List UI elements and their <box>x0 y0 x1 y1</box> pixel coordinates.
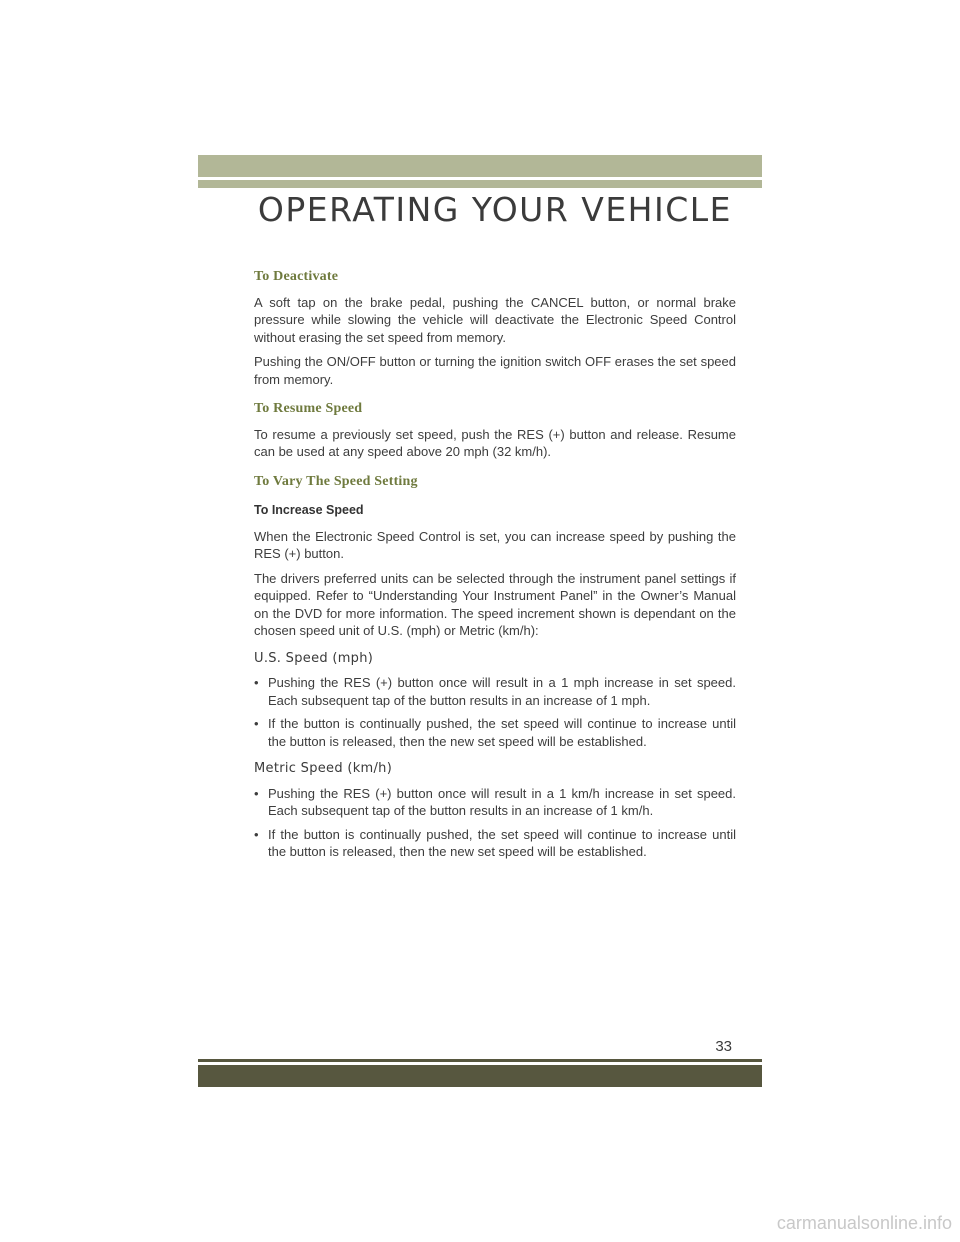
heading-to-deactivate: To Deactivate <box>254 269 339 284</box>
heading-metric-speed: Metric Speed (km/h) <box>254 761 393 776</box>
list-item-text: If the button is continually pushed, the set speed will continue to increase until the button is released, then the new set speed will be established. <box>268 716 736 749</box>
paragraph: The drivers preferred units can be selected through the instrument panel settings if equipped. Refer to “Understanding Your Instrument Panel” in the Owner’s Manual on the DVD for more information. The speed increment shown is dependant on the chosen speed unit of U.S. (mph) or Metric (km/h): <box>254 570 736 638</box>
list-item-text: Pushing the RES (+) button once will result in a 1 km/h increase in set speed. Each subsequent tap of the button results in an increase of 1 km/h. <box>268 785 736 818</box>
list-item <box>254 785 736 820</box>
bullet-icon: • <box>254 785 259 801</box>
list-item-text: Pushing the RES (+) button once will result in a 1 mph increase in set speed. Each subsequent tap of the button results in an increase of 1 mph. <box>268 675 736 708</box>
bullet-icon: • <box>254 716 259 731</box>
paragraph: To resume a previously set speed, push the RES (+) button and release. Resume can be used at any speed above 20 mph (32 km/h). <box>254 426 736 459</box>
paragraph: Pushing the ON/OFF button or turning the ignition switch OFF erases the set speed from memory. <box>254 354 736 387</box>
bullet-icon: • <box>254 826 259 842</box>
heading-to-vary-speed: To Vary The Speed Setting <box>254 473 418 489</box>
section-title: OPERATING YOUR VEHICLE <box>257 190 732 229</box>
paragraph: A soft tap on the brake pedal, pushing the CANCEL button, or normal brake pressure while slowing the vehicle will deactivate the Electronic Speed Control without erasing the set speed from memory. <box>254 294 736 345</box>
heading-to-resume-speed: To Resume Speed <box>254 401 363 416</box>
list-item <box>254 826 736 861</box>
list-item-text: If the button is continually pushed, the set speed will continue to increase until the button is released, then the new set speed will be established. <box>268 826 736 859</box>
list-item <box>254 674 736 709</box>
page-number: 33 <box>715 1038 732 1055</box>
footer-bar <box>198 1065 762 1087</box>
header-rule <box>198 180 762 188</box>
bullet-icon: • <box>254 675 259 690</box>
list-item <box>254 715 736 750</box>
paragraph: When the Electronic Speed Control is set, you can increase speed by pushing the RES (+) button. <box>254 528 736 561</box>
page-content <box>254 268 736 867</box>
header-bar <box>198 155 762 177</box>
footer-rule <box>198 1059 762 1062</box>
heading-us-speed: U.S. Speed (mph) <box>254 650 374 666</box>
subheading-to-increase-speed: To Increase Speed <box>254 503 364 517</box>
watermark: carmanualsonline.info <box>776 1213 952 1233</box>
